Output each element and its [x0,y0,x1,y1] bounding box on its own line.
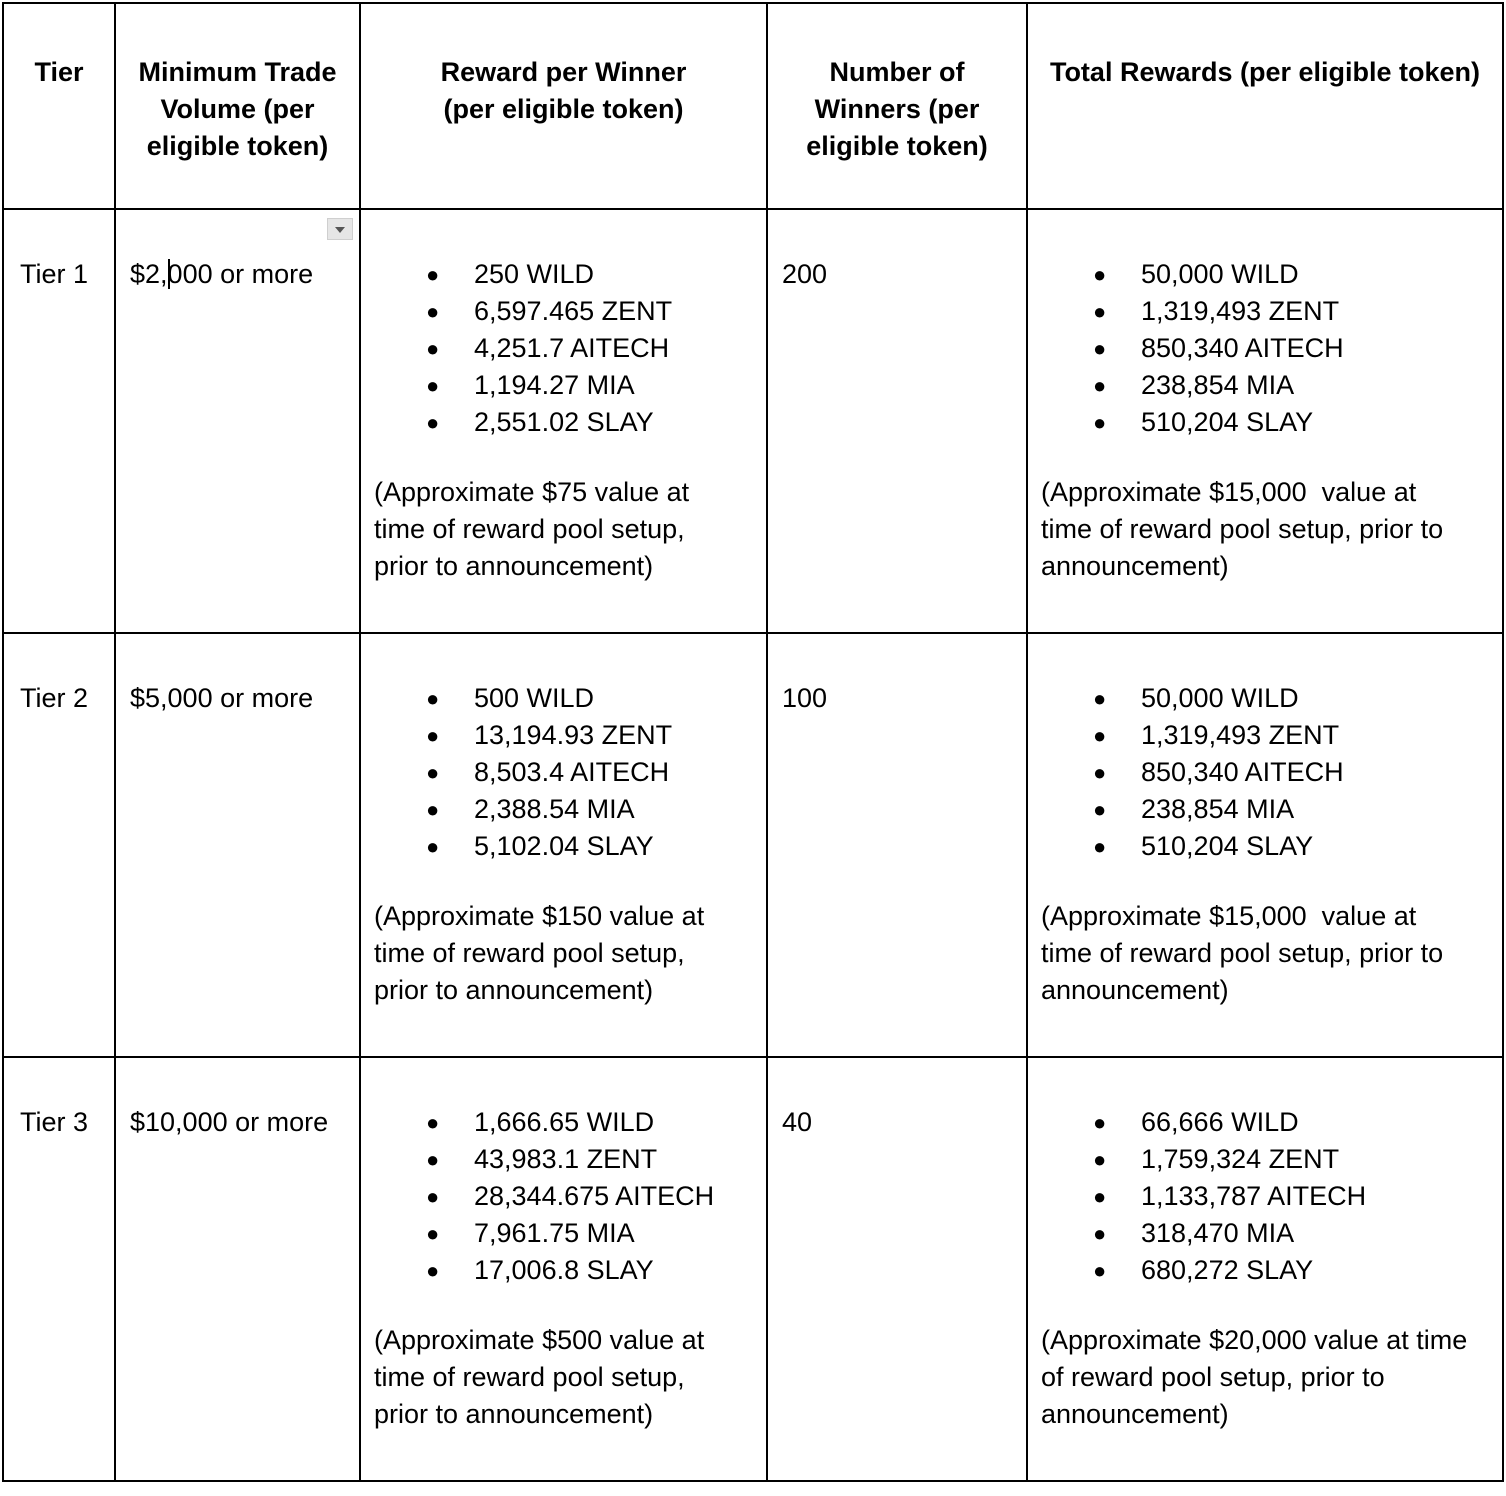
note-line: (Approximate $150 value at [374,901,705,931]
table-row [3,633,1503,1057]
header-reward[interactable] [360,3,767,209]
chevron-down-icon [328,219,352,239]
reward-note [374,1322,752,1433]
min-trade-value-end: 000 or more [167,259,314,289]
bullet: ● [1093,834,1107,859]
list-item [1093,367,1488,404]
list-item [426,367,752,404]
bullet: ● [426,262,440,287]
note-line: time of reward pool setup, prior to [1041,514,1444,544]
reward-amount: 6,597.465 ZENT [474,296,673,326]
list-item [1093,717,1488,754]
bullet: ● [426,1147,440,1172]
note-line: (Approximate $20,000 value at time [1041,1325,1468,1355]
total-amount: 318,470 MIA [1141,1218,1295,1248]
note-line: (Approximate $15,000 value at [1041,477,1417,507]
header-tier-label: Tier [34,57,84,87]
cell-total[interactable] [1027,1057,1503,1481]
header-min-trade-line: Minimum Trade [138,57,337,87]
note-line: (Approximate $75 value at [374,477,690,507]
bullet: ● [1093,1221,1107,1246]
list-item [1093,293,1488,330]
cell-winners[interactable] [767,633,1027,1057]
bullet: ● [426,760,440,785]
reward-amount: 17,006.8 SLAY [474,1255,654,1285]
cell-total[interactable] [1027,633,1503,1057]
total-amount: 680,272 SLAY [1141,1255,1314,1285]
list-item [426,791,752,828]
bullet: ● [1093,723,1107,748]
header-tier[interactable] [3,3,115,209]
note-line: announcement) [1041,551,1229,581]
list-item [426,1178,752,1215]
total-amount: 50,000 WILD [1141,683,1299,713]
note-line: of reward pool setup, prior to [1041,1362,1385,1392]
bullet: ● [1093,299,1107,324]
total-amount: 850,340 AITECH [1141,757,1344,787]
total-list [1041,1104,1488,1289]
list-item [426,404,752,441]
bullet: ● [426,410,440,435]
list-item [1093,1178,1488,1215]
list-item [1093,256,1488,293]
tier-label: Tier 3 [20,1107,89,1137]
note-line: prior to announcement) [374,551,654,581]
note-line: time of reward pool setup, [374,938,685,968]
total-amount: 238,854 MIA [1141,794,1295,824]
header-winners[interactable] [767,3,1027,209]
bullet: ● [1093,373,1107,398]
reward-amount: 13,194.93 ZENT [474,720,673,750]
bullet: ● [1093,262,1107,287]
total-list [1041,256,1488,441]
bullet: ● [426,834,440,859]
reward-amount: 2,551.02 SLAY [474,407,654,437]
tier-label: Tier 2 [20,683,89,713]
bullet: ● [426,336,440,361]
list-item [426,330,752,367]
reward-amount: 1,194.27 MIA [474,370,635,400]
bullet: ● [1093,1147,1107,1172]
dropdown-button[interactable] [327,218,353,240]
list-item [1093,330,1488,367]
reward-list [374,1104,752,1289]
bullet: ● [1093,797,1107,822]
total-amount: 1,319,493 ZENT [1141,296,1340,326]
cell-min-trade[interactable] [115,1057,360,1481]
list-item [1093,1104,1488,1141]
bullet: ● [426,797,440,822]
bullet: ● [426,373,440,398]
reward-amount: 7,961.75 MIA [474,1218,635,1248]
bullet: ● [1093,1184,1107,1209]
note-line: prior to announcement) [374,1399,654,1429]
list-item [1093,791,1488,828]
reward-amount: 250 WILD [474,259,595,289]
tier-label: Tier 1 [20,259,89,289]
bullet: ● [426,1110,440,1135]
reward-amount: 43,983.1 ZENT [474,1144,658,1174]
cell-reward[interactable] [360,633,767,1057]
total-note [1041,1322,1488,1433]
bullet: ● [1093,336,1107,361]
bullet: ● [426,1258,440,1283]
list-item [1093,828,1488,865]
list-item [1093,1252,1488,1289]
note-line: announcement) [1041,1399,1229,1429]
header-row [3,3,1503,209]
list-item [426,828,752,865]
cell-total[interactable] [1027,209,1503,633]
total-amount: 50,000 WILD [1141,259,1299,289]
bullet: ● [1093,410,1107,435]
cell-min-trade[interactable] [115,209,360,633]
reward-amount: 4,251.7 AITECH [474,333,670,363]
winners-count: 40 [782,1107,813,1137]
bullet: ● [426,1184,440,1209]
reward-note [374,474,752,585]
list-item [1093,1215,1488,1252]
table-row [3,209,1503,633]
note-line: announcement) [1041,975,1229,1005]
cell-tier[interactable] [3,1057,115,1481]
list-item [1093,680,1488,717]
total-note [1041,898,1488,1009]
total-amount: 1,319,493 ZENT [1141,720,1340,750]
total-amount: 1,759,324 ZENT [1141,1144,1340,1174]
bullet: ● [1093,686,1107,711]
reward-amount: 28,344.675 AITECH [474,1181,715,1211]
header-min-trade-line: Volume (per [160,94,315,124]
min-trade-value: $10,000 or more [130,1107,329,1137]
cell-reward[interactable] [360,209,767,633]
list-item [426,717,752,754]
total-list [1041,680,1488,865]
header-reward-line: Reward per Winner [440,57,687,87]
reward-list [374,256,752,441]
list-item [426,1104,752,1141]
header-winners-line: Winners (per [814,94,980,124]
bullet: ● [1093,1258,1107,1283]
reward-amount: 5,102.04 SLAY [474,831,654,861]
winners-count: 200 [782,259,828,289]
bullet: ● [426,1221,440,1246]
total-amount: 850,340 AITECH [1141,333,1344,363]
header-winners-line: Number of [829,57,965,87]
min-trade-value-start: $2, [130,259,168,289]
list-item [426,754,752,791]
list-item [426,1141,752,1178]
header-reward-line: (per eligible token) [443,94,684,124]
cell-tier[interactable] [3,209,115,633]
header-total-line: Total Rewards (per eligible token) [1049,57,1481,87]
bullet: ● [426,686,440,711]
note-line: time of reward pool setup, [374,514,685,544]
cell-reward[interactable] [360,1057,767,1481]
header-min-trade[interactable] [115,3,360,209]
list-item [426,256,752,293]
note-line: time of reward pool setup, prior to [1041,938,1444,968]
rewards-table [2,2,1504,1482]
reward-amount: 8,503.4 AITECH [474,757,670,787]
list-item [426,293,752,330]
note-line: (Approximate $15,000 value at [1041,901,1417,931]
total-amount: 238,854 MIA [1141,370,1295,400]
total-amount: 66,666 WILD [1141,1107,1299,1137]
cell-tier[interactable] [3,633,115,1057]
bullet: ● [426,723,440,748]
min-trade-value: $5,000 or more [130,683,314,713]
bullet: ● [1093,760,1107,785]
list-item [426,680,752,717]
total-note [1041,474,1488,585]
header-winners-line: eligible token) [806,131,988,161]
reward-amount: 2,388.54 MIA [474,794,635,824]
header-total[interactable] [1027,3,1503,209]
reward-amount: 1,666.65 WILD [474,1107,655,1137]
cell-min-trade[interactable] [115,633,360,1057]
table-row [3,1057,1503,1481]
note-line: (Approximate $500 value at [374,1325,705,1355]
note-line: time of reward pool setup, [374,1362,685,1392]
list-item [1093,404,1488,441]
bullet: ● [1093,1110,1107,1135]
reward-note [374,898,752,1009]
total-amount: 510,204 SLAY [1141,407,1314,437]
list-item [426,1215,752,1252]
list-item [1093,1141,1488,1178]
bullet: ● [426,299,440,324]
cell-winners[interactable] [767,209,1027,633]
list-item [1093,754,1488,791]
total-amount: 510,204 SLAY [1141,831,1314,861]
total-amount: 1,133,787 AITECH [1141,1181,1367,1211]
note-line: prior to announcement) [374,975,654,1005]
reward-list [374,680,752,865]
winners-count: 100 [782,683,828,713]
reward-amount: 500 WILD [474,683,595,713]
list-item [426,1252,752,1289]
cell-winners[interactable] [767,1057,1027,1481]
header-min-trade-line: eligible token) [146,131,329,161]
